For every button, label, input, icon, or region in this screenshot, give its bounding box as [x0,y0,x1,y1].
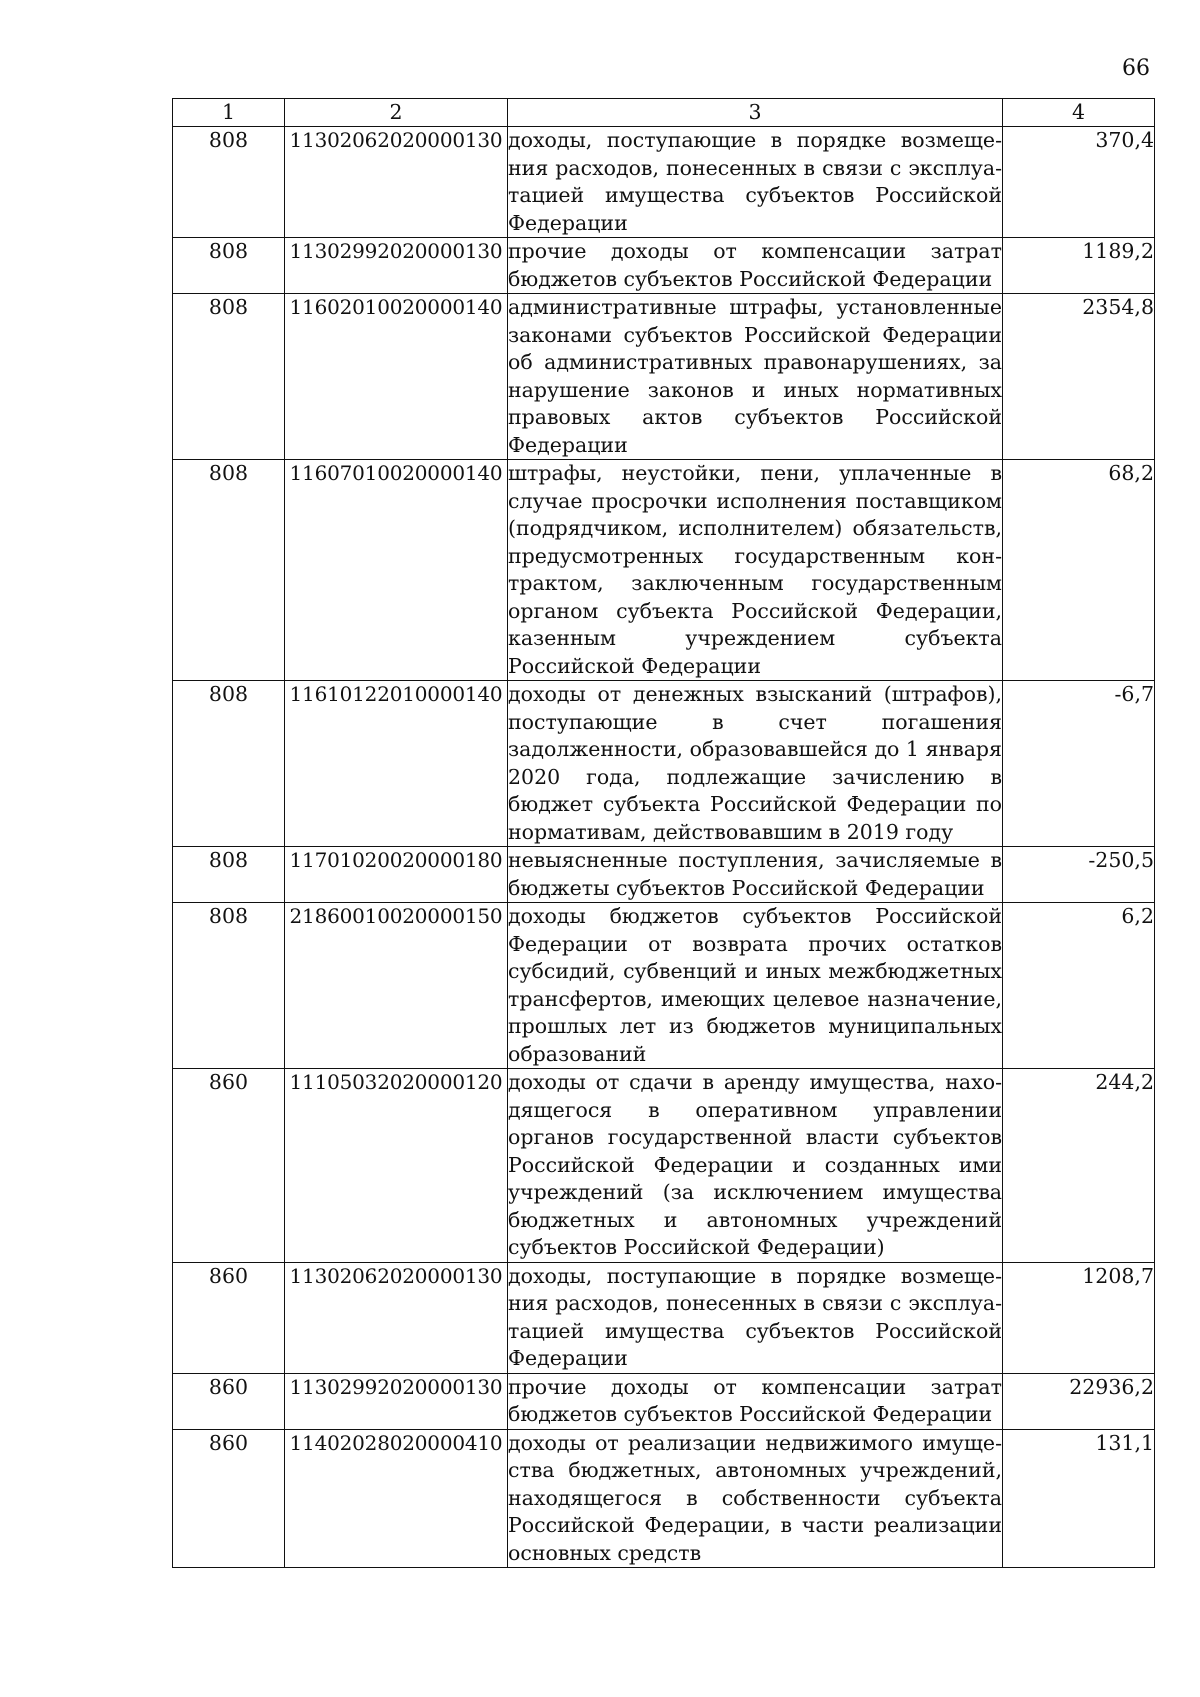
amount-cell: -250,5 [1003,847,1155,903]
admin-code-cell: 808 [173,847,285,903]
admin-code-cell: 860 [173,1069,285,1263]
table-row [173,681,1155,847]
amount-cell: 6,2 [1003,903,1155,1069]
income-name-cell: доходы, поступающие в порядке возмещения расходов, понесенных в связи с эксплуатацией имущества субъектов Российской Федерации [508,1262,1003,1373]
table-row [173,1262,1155,1373]
amount-cell: 22936,2 [1003,1373,1155,1429]
table-row [173,1069,1155,1263]
income-name-cell: штрафы, неустойки, пени, уплаченные в случае просрочки исполнения поставщиком (подрядчиком, исполнителем) обязательств, предусмотренных государственным контрактом, заключенным государственным органом субъекта Российской Федерации, казенным учреждением субъекта Российской Федерации [508,460,1003,681]
amount-cell: 244,2 [1003,1069,1155,1263]
income-code-cell: 11302062020000130 [285,1262,508,1373]
column-header-2: 2 [285,99,508,127]
table-row [173,903,1155,1069]
income-code-cell: 11402028020000410 [285,1429,508,1568]
income-code-cell: 11302992020000130 [285,238,508,294]
income-name-cell: доходы, поступающие в порядке возмещения расходов, понесенных в связи с эксплуатацией имущества субъектов Российской Федерации [508,127,1003,238]
income-code-cell: 21860010020000150 [285,903,508,1069]
income-name-cell: прочие доходы от компенсации затрат бюджетов субъектов Российской Федерации [508,238,1003,294]
amount-cell: 131,1 [1003,1429,1155,1568]
admin-code-cell: 808 [173,238,285,294]
amount-cell: -6,7 [1003,681,1155,847]
income-code-cell: 11302062020000130 [285,127,508,238]
income-name-cell: доходы бюджетов субъектов Российской Федерации от возврата прочих остатков субсидий, субвенций и иных межбюджетных трансфертов, имеющих целевое назначение, прошлых лет из бюджетов муниципальных образований [508,903,1003,1069]
table-row [173,127,1155,238]
admin-code-cell: 808 [173,903,285,1069]
table-row [173,238,1155,294]
income-code-cell: 11602010020000140 [285,294,508,460]
page-number: 66 [1122,56,1150,81]
table-row [173,294,1155,460]
income-name-cell: прочие доходы от компенсации затрат бюджетов субъектов Российской Федерации [508,1373,1003,1429]
admin-code-cell: 808 [173,294,285,460]
column-header-3: 3 [508,99,1003,127]
income-code-cell: 11701020020000180 [285,847,508,903]
income-code-cell: 11302992020000130 [285,1373,508,1429]
admin-code-cell: 808 [173,681,285,847]
income-code-cell: 11105032020000120 [285,1069,508,1263]
amount-cell: 1208,7 [1003,1262,1155,1373]
table-row [173,1373,1155,1429]
table-header-row [173,99,1155,127]
income-name-cell: невыясненные поступления, зачисляемые в бюджеты субъектов Российской Федерации [508,847,1003,903]
admin-code-cell: 808 [173,460,285,681]
table-row [173,1429,1155,1568]
income-table [172,98,1155,1568]
amount-cell: 2354,8 [1003,294,1155,460]
income-name-cell: доходы от реализации недвижимого имущества бюджетных, автономных учреждений, находящегося в собственности субъекта Российской Федерации, в части реализации основных средств [508,1429,1003,1568]
amount-cell: 370,4 [1003,127,1155,238]
income-name-cell: доходы от денежных взысканий (штрафов), поступающие в счет погашения задолженности, образовавшейся до 1 января 2020 года, подлежащие зачислению в бюджет субъекта Российской Федерации по нормативам, действовавшим в 2019 году [508,681,1003,847]
column-header-1: 1 [173,99,285,127]
amount-cell: 68,2 [1003,460,1155,681]
income-name-cell: доходы от сдачи в аренду имущества, находящегося в оперативном управлении органов государственной власти субъектов Российской Федерации и созданных ими учреждений (за исключением имущества бюджетных и автономных учреждений субъектов Российской Федерации) [508,1069,1003,1263]
column-header-4: 4 [1003,99,1155,127]
table-row [173,460,1155,681]
admin-code-cell: 860 [173,1262,285,1373]
table-row [173,847,1155,903]
income-code-cell: 11607010020000140 [285,460,508,681]
admin-code-cell: 860 [173,1373,285,1429]
admin-code-cell: 860 [173,1429,285,1568]
income-name-cell: административные штрафы, установленные законами субъектов Российской Федерации об административных правонарушениях, за нарушение законов и иных нормативных правовых актов субъектов Российской Федерации [508,294,1003,460]
amount-cell: 1189,2 [1003,238,1155,294]
income-code-cell: 11610122010000140 [285,681,508,847]
admin-code-cell: 808 [173,127,285,238]
